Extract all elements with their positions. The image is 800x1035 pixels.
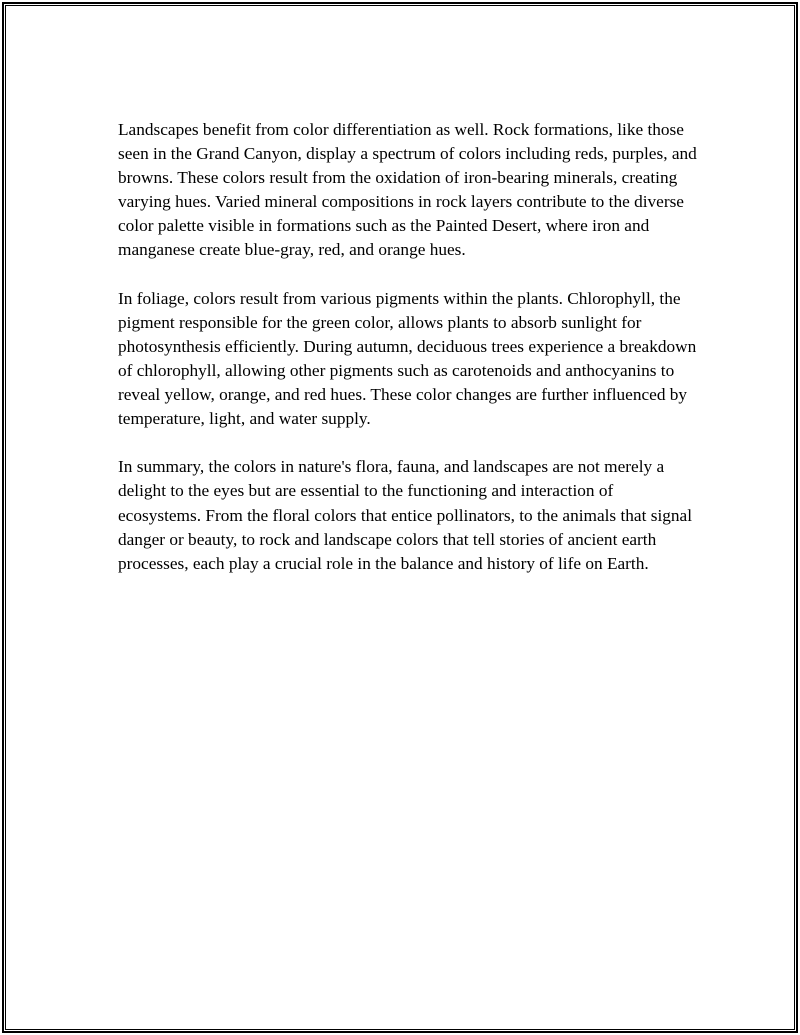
paragraph-summary: In summary, the colors in nature's flora, fauna, and landscapes are not merely a delight to the eyes but are essential to the functioning and interaction of ecosystems. From the floral colors that entice pollinators, to the animals that signal danger or beauty, to rock and landscape colors that tell stories of ancient earth processes, each play a crucial role in the balance and history of life on Earth. [118,457,692,573]
document-body [118,118,698,600]
paragraph-landscapes: Landscapes benefit from color differentiation as well. Rock formations, like those seen in the Grand Canyon, display a spectrum of colors including reds, purples, and browns. These colors result from the oxidation of iron-bearing minerals, creating varying hues. Varied mineral compositions in rock layers contribute to the diverse color palette visible in formations such as the Painted Desert, where iron and manganese create blue-gray, red, and orange hues. [118,120,697,260]
paragraph-foliage: In foliage, colors result from various pigments within the plants. Chlorophyll, the pigment responsible for the green color, allows plants to absorb sunlight for photosynthesis efficiently. During autumn, deciduous trees experience a breakdown of chlorophyll, allowing other pigments such as carotenoids and anthocyanins to reveal yellow, orange, and red hues. These color changes are further influenced by temperature, light, and water supply. [118,288,697,429]
